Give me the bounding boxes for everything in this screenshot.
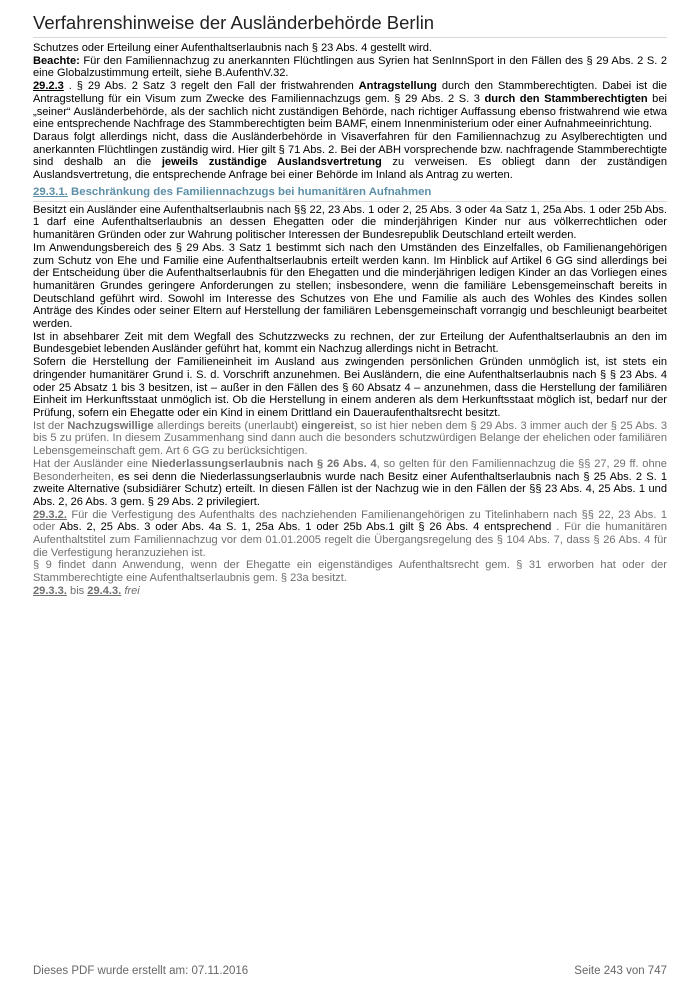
text: § 9 findet dann Anwendung, wenn der Ehegatte ein eigenständiges Aufenthaltsrecht gem. § 31 erworben hat oder der Stammberechtigte eine Aufenthaltserlaubnis gem. § 23a besitzt. <box>33 559 667 585</box>
section-heading-29-3-1 <box>33 186 667 202</box>
beachte-label: Beachte: <box>33 54 80 67</box>
text: bis <box>66 584 88 597</box>
paragraph-familieneinheit <box>33 356 667 420</box>
text: Hat der Ausländer eine <box>33 457 152 470</box>
paragraph-29-3-2 <box>33 509 667 560</box>
text: Für die Verfestigung des Aufenthalts des nachziehenden Familienangehörigen zu Titelinhabern nach §§ 22, 23 Abs. 1 oder <box>33 508 667 534</box>
bold-text: durch den Stammberechtigten <box>484 92 648 105</box>
text: Abs. 2, 25 Abs. 3 oder Abs. 4a S. 1, 25a Abs. 1 oder 25b Abs.1 gilt § 26 Abs. 4 entsprechend <box>59 521 552 534</box>
document-body <box>33 42 667 598</box>
paragraph-beachte <box>33 55 667 80</box>
paragraph-schutz-continuation <box>33 42 667 55</box>
text: es sei denn die Niederlassungserlaubnis wurde nach Besitz einer Aufenthaltserlaubnis nach § 25 Abs. 2 S. 1 zweite Alternative (subsidiärer Schutz) erteilt. In diesen Fällen ist der Nachzug wie in den Fällen der §§ 23 Abs. 4, 25 Abs. 1 und Abs. 2, 26 Abs. 3 gem. § 29 Abs. 2 privilegiert. <box>33 470 667 508</box>
text: . Für die humanitären Aufenthaltstitel zum Familiennachzug vor dem 01.01.2005 regelt die Übergangsregelung des § 104 Abs. 7, dass § 26 Abs. 4 für die Verfestigung heranzuziehen ist. <box>33 521 667 559</box>
paragraph-29-2-3 <box>33 80 667 131</box>
document-header <box>33 12 667 38</box>
text: , so gelten für den Familiennachzug die §§ 27, 29 ff. ohne Besonderheiten, <box>33 457 667 483</box>
section-link-29-2-3[interactable]: 29.2.3 <box>33 80 64 93</box>
paragraph-paragraph-9 <box>33 559 667 584</box>
section-link-29-3-3[interactable]: 29.3.3. <box>33 584 67 597</box>
paragraph-niederlassungserlaubnis <box>33 458 667 509</box>
bold-text: eingereist <box>301 419 354 432</box>
text: zu verweisen. Es obliegt dann der zuständigen Auslandsvertretung, die entsprechende Anfrage bei einer Behörde im Inland als Antrag zu werten. <box>33 156 668 182</box>
document-title: Verfahrenshinweise der Ausländerbehörde Berlin <box>33 12 435 33</box>
pdf-created-date: Dieses PDF wurde erstellt am: 07.11.2016 <box>33 965 249 977</box>
text: Ist in absehbarer Zeit mit dem Wegfall des Schutzzwecks zu rechnen, der zur Erteilung der Aufenthaltserlaubnis an den im Bundesgebiet lebenden Ausländer geführt hat, kommt ein Nachzug allerdings nicht in Betracht. <box>33 330 667 356</box>
text: allerdings bereits (unerlaubt) <box>153 419 302 432</box>
section-link-29-4-3[interactable]: 29.4.3. <box>87 584 122 597</box>
bold-text: Niederlassungserlaubnis nach § 26 Abs. 4 <box>151 457 377 470</box>
section-link-29-3-1[interactable]: 29.3.1. <box>33 185 68 198</box>
text: Sofern die Herstellung der Familieneinheit im Ausland aus zwingenden persönlichen Gründen unmöglich ist, ist stets ein dringender humanitärer Grund i. S. d. Vorschrift anzunehmen. Bei Ausländern, die eine Aufenthaltserlaubnis nach § § 23 Abs. 4 oder 25 Absatz 1 bis 3 besitzen, ist – außer in den Fällen des § 60 Absatz 4 – anzunehmen, dass die Herstellung der familiären Einheit im Herkunftsstaat unmöglich ist. Ob die Herstellung in einem anderen als dem Herkunftsstaat möglich ist, bedarf nur der Prüfung, sofern ein Ehegatte oder ein Kind in einem Drittland ein Daueraufenthaltsrecht besitzt. <box>33 356 667 419</box>
text: bei „seiner“ Ausländerbehörde, als der sachlich nicht zuständigen Behörde, nach richtiger Auffassung ebenso fristwahrend wie etwa eine entsprechende Nachfrage des Stammberechtigten beim BAMF, einem Innenministerium oder einer Aufnahmeeinrichtung. <box>33 92 667 131</box>
bold-text: Antragstellung <box>358 80 437 93</box>
text: Besitzt ein Ausländer eine Aufenthaltserlaubnis nach §§ 22, 23 Abs. 1 oder 2, 25 Abs. 3 oder 4a Satz 1, 25a Abs. 1 oder 25b Abs. 1 darf eine Aufenthaltserlaubnis an dessen Ehegatten oder die minderjährigen Kinder nur aus völkerrechtlichen oder humanitären Gründen oder zur Wahrung politischer Interessen der Bundesrepublik Deutschland erteilt werden. <box>33 203 667 242</box>
section-link-29-3-2[interactable]: 29.3.2. <box>33 508 67 521</box>
text: , so ist hier neben dem § 29 Abs. 3 immer auch der § 25 Abs. 3 bis 5 zu prüfen. In diesem Zusammenhang sind dann auch die besonders schutzwürdigen Belange der ehelichen oder familiären Lebensgemeinschaft gem. Art 6 GG zu berücksichtigen. <box>33 419 667 458</box>
paragraph-zustaendigkeit <box>33 131 667 182</box>
page-number: Seite 243 von 747 <box>574 965 667 977</box>
bold-text: Nachzugswillige <box>67 419 154 432</box>
text: Für den Familiennachzug zu anerkannten Flüchtlingen aus Syrien hat SenInnSport in den Fällen des § 29 Abs. 2 S. 2 eine Globalzustimmung erteilt, siehe B.AufenthV.32. <box>33 54 667 80</box>
paragraph-besitzt <box>33 204 667 242</box>
paragraph-wegfall-schutzzweck <box>33 331 667 356</box>
paragraph-frei <box>33 585 667 598</box>
paragraph-anwendungsbereich <box>33 242 667 331</box>
italic-text: frei <box>121 584 140 597</box>
text: Ist der <box>33 419 68 432</box>
text: Schutzes oder Erteilung einer Aufenthaltserlaubnis nach § 23 Abs. 4 gestellt wird. <box>33 42 433 54</box>
text: Daraus folgt allerdings nicht, dass die Ausländerbehörde in Visaverfahren für den Familiennachzug zu Asylberechtigten und anerkannten Flüchtlingen zuständig wird. Hier gilt § 71 Abs. 2. Bei der ABH vorsprechende bzw. nachfragende Stammberechtigte sind deshalb an die <box>33 130 667 169</box>
bold-text: jeweils zuständige Auslandsvertretung <box>161 156 382 169</box>
text: . § 29 Abs. 2 Satz 3 regelt den Fall der fristwahrenden <box>63 80 359 93</box>
section-title: Beschränkung des Familiennachzugs bei humanitären Aufnahmen <box>67 185 432 198</box>
text: Im Anwendungsbereich des § 29 Abs. 3 Satz 1 bestimmt sich nach den Umständen des Einzelfalles, ob Familienangehörigen zum Schutz von Ehe und Familie eine Aufenthaltserlaubnis erteilt werden kann. Im Hinblick auf Artikel 6 GG sind allerdings bei der Entscheidung über die Aufenthaltserlaubnis für den Ehegatten und die minderjährigen ledigen Kinder an das Vorliegen eines humanitären Grundes geringere Anforderungen zu stellen; insbesondere, wenn die familiäre Lebensgemeinschaft bereits in Deutschland geführt wird. Sowohl im Interesse des Schutzes von Ehe und Familie als auch des Wohles des Kindes sollen Anträge des Kindes oder seiner Eltern auf Herstellung der familiären Lebensgemeinschaft vorrangig und beschleunigt bearbeitet werden. <box>33 241 667 331</box>
text: durch den Stammberechtigten. Dabei ist die Antragstellung für ein Visum zum Zwecke des Familiennachzugs gem. § 29 Abs. 2 S. 3 <box>33 80 667 105</box>
paragraph-nachzugswillige <box>33 420 667 458</box>
